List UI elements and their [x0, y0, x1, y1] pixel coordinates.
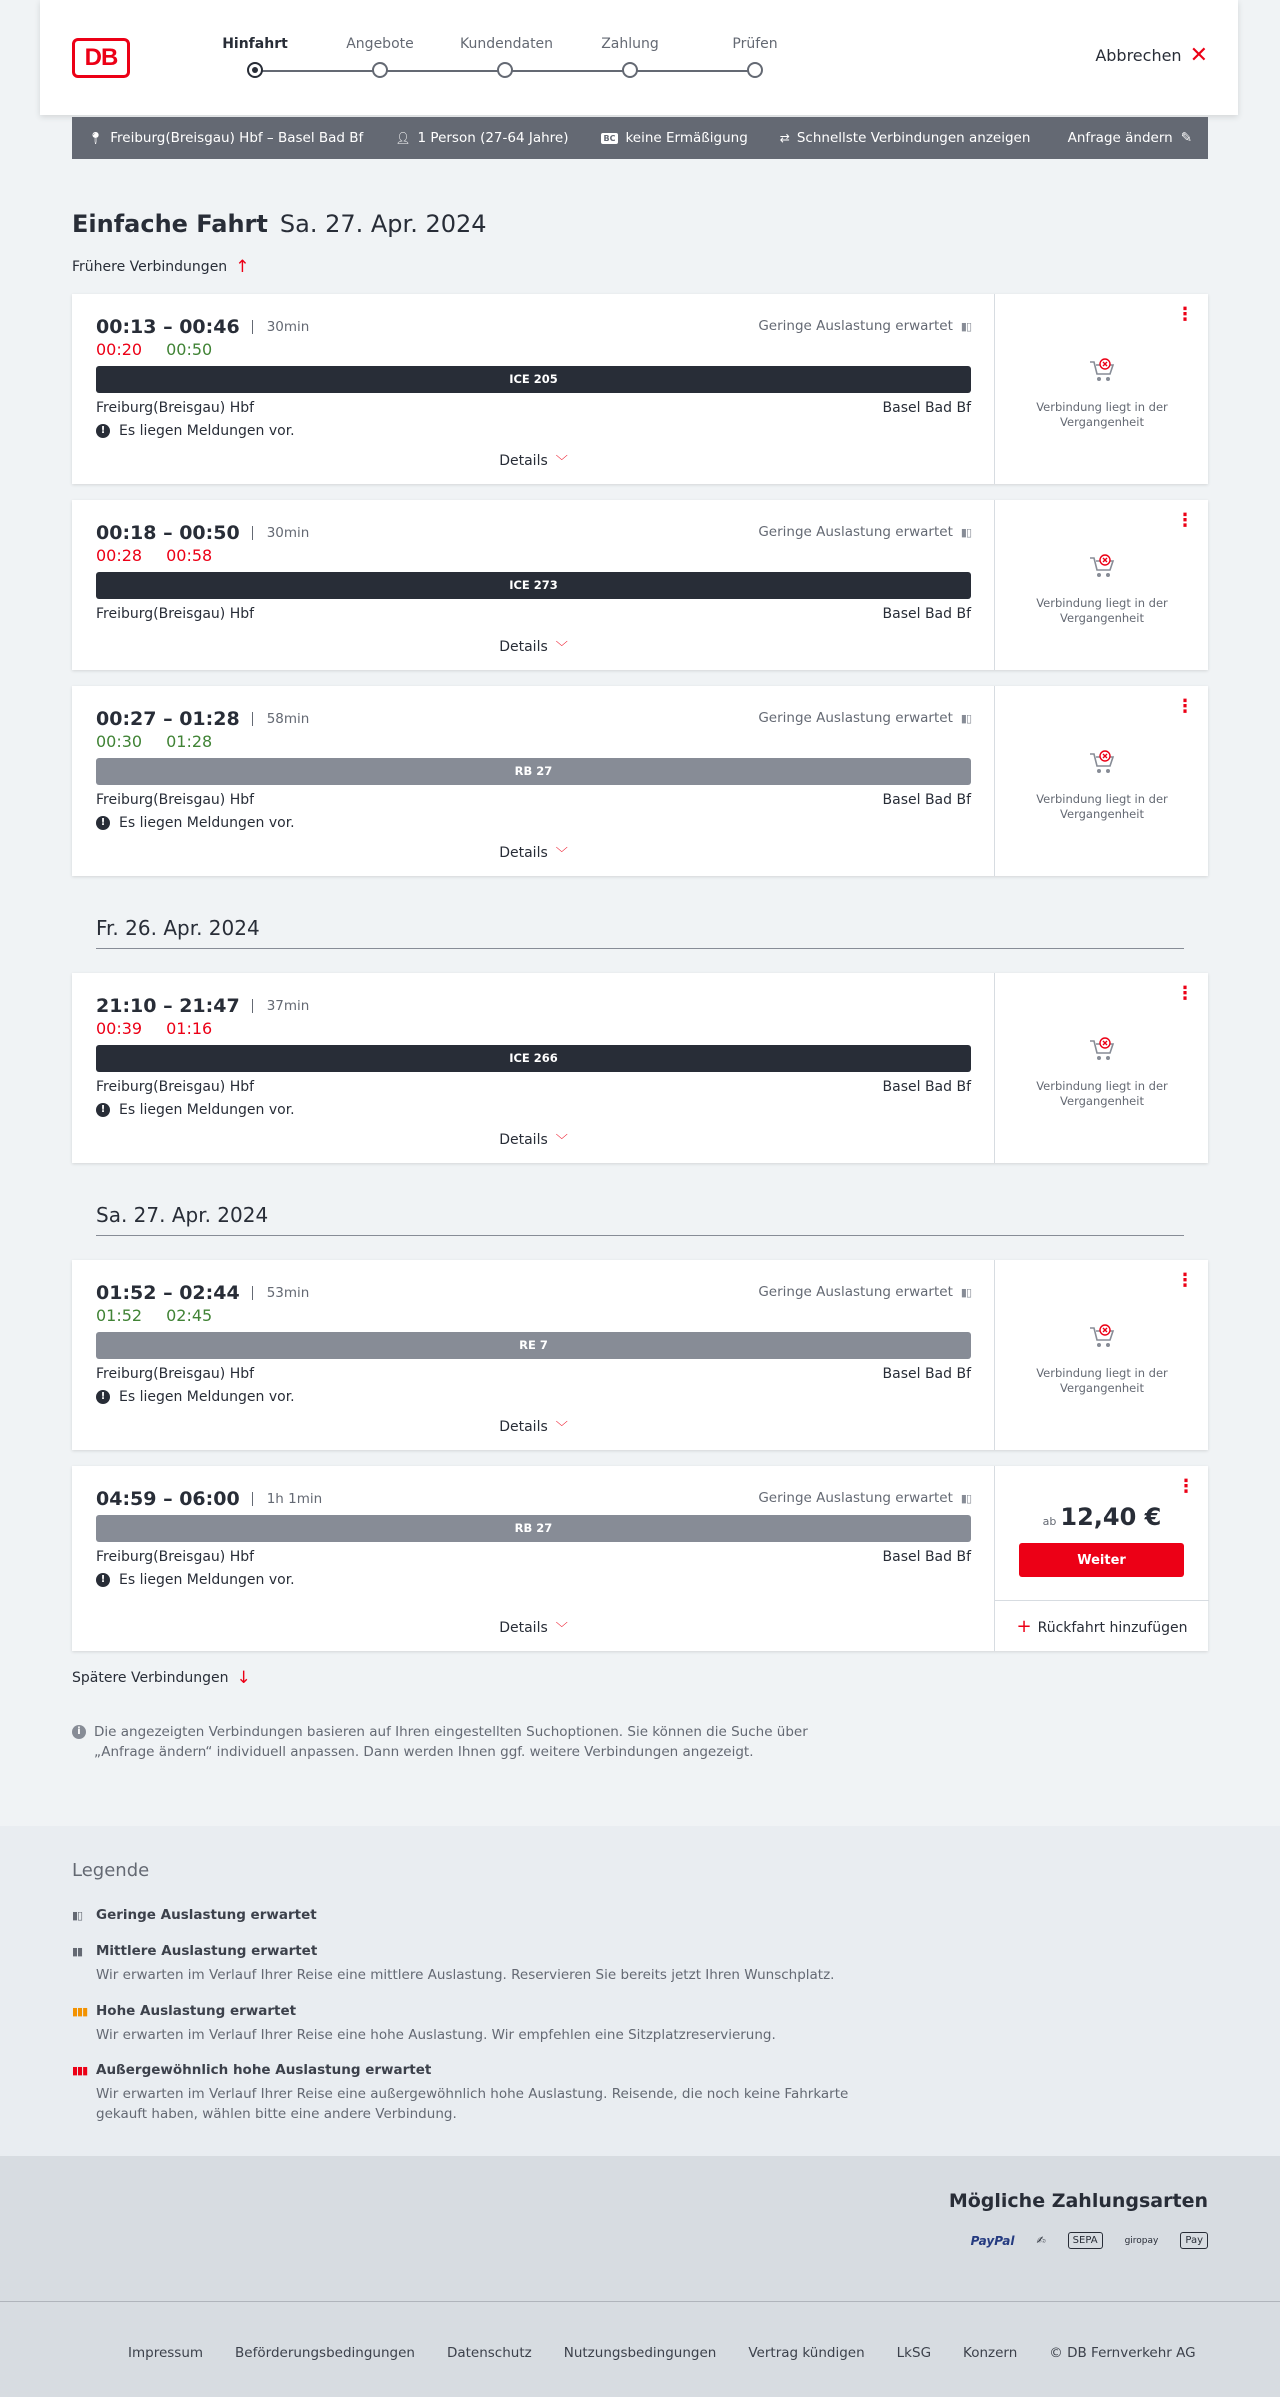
- chevron-down-icon: ﹀: [555, 640, 568, 654]
- change-request-button[interactable]: [1068, 130, 1192, 146]
- pencil-icon: ✎: [1180, 130, 1192, 146]
- exclamation-icon: !: [96, 816, 110, 830]
- footer-link-nutzungsbedingungen[interactable]: Nutzungsbedingungen: [563, 2345, 717, 2361]
- details-toggle[interactable]: [96, 638, 971, 655]
- bahncard-icon: BC: [601, 133, 619, 144]
- swap-arrows-icon: ⇄: [779, 131, 790, 145]
- footer-link-datenschutz[interactable]: Datenschutz: [446, 2345, 532, 2361]
- connection-card[interactable]: [72, 686, 1208, 876]
- more-options-icon[interactable]: ⋮: [1176, 696, 1194, 717]
- details-label: Details: [499, 1419, 548, 1435]
- route-text: Freiburg(Breisgau) Hbf – Basel Bad Bf: [110, 130, 364, 146]
- load-text: Geringe Auslastung erwartet: [758, 524, 953, 540]
- discount-text: keine Ermäßigung: [625, 130, 748, 146]
- payment-icons: [971, 2232, 1208, 2249]
- step-label: Prüfen: [732, 36, 778, 52]
- legend-item-very-high: [72, 2062, 872, 2124]
- footer-links: [128, 2345, 1196, 2361]
- change-request-label: Anfrage ändern: [1067, 130, 1173, 146]
- page-title: [72, 210, 487, 238]
- details-toggle[interactable]: [96, 1418, 971, 1435]
- arrival-station: Basel Bad Bf: [882, 1366, 971, 1382]
- departure-station: Freiburg(Breisgau) Hbf: [96, 400, 255, 416]
- chevron-down-icon: ﹀: [555, 1621, 568, 1635]
- earlier-connections-label: Frühere Verbindungen: [72, 259, 228, 275]
- info-notice: [72, 1722, 832, 1762]
- giropay-icon: giropay: [1124, 2235, 1159, 2246]
- connection-info: [96, 1260, 971, 1450]
- price: [995, 1503, 1209, 1531]
- trip-type-title: Einfache Fahrt: [72, 210, 268, 238]
- booking-stepper: [210, 34, 800, 84]
- scheduled-times: 21:10 – 21:47: [96, 995, 240, 1017]
- details-toggle[interactable]: [96, 1131, 971, 1148]
- past-connection-notice: [995, 1037, 1209, 1109]
- connection-times: [96, 522, 309, 544]
- connection-info: [96, 973, 971, 1163]
- footer: [0, 2301, 1280, 2397]
- arrow-down-icon: ↓: [236, 1668, 251, 1688]
- messages-text: Es liegen Meldungen vor.: [119, 1102, 295, 1118]
- train-bar: RB 27: [96, 1515, 971, 1542]
- details-toggle[interactable]: [96, 452, 971, 469]
- past-text-2: Vergangenheit: [1060, 611, 1144, 625]
- past-connection-notice: [995, 358, 1209, 430]
- cart-disabled-icon: [1088, 750, 1116, 776]
- price-amount: 12,40 €: [1060, 1503, 1162, 1531]
- messages-notice: [96, 1102, 295, 1118]
- load-text: Geringe Auslastung erwartet: [758, 1284, 953, 1300]
- step-angebote: [335, 34, 425, 54]
- arrival-station: Basel Bad Bf: [882, 792, 971, 808]
- load-medium-icon: ▮▮: [72, 1944, 83, 1958]
- chevron-down-icon: ﹀: [555, 454, 568, 468]
- price-prefix: ab: [1042, 1515, 1057, 1528]
- past-text-2: Vergangenheit: [1060, 415, 1144, 429]
- train-bar: RE 7: [96, 1332, 971, 1359]
- day-separator: Fr. 26. Apr. 2024: [96, 916, 1184, 949]
- connection-card[interactable]: [72, 1260, 1208, 1450]
- load-high-icon: ▮▮▮: [72, 2004, 88, 2018]
- arrow-up-icon: ↑: [235, 257, 250, 277]
- departure-station: Freiburg(Breisgau) Hbf: [96, 1079, 255, 1095]
- db-logo[interactable]: DB: [72, 38, 130, 78]
- duration: 37min: [252, 999, 310, 1013]
- legend-item-title: Außergewöhnlich hohe Auslastung erwartet: [96, 2062, 432, 2078]
- legend-item-desc: Wir erwarten im Verlauf Ihrer Reise eine mittlere Auslastung. Reservieren Sie bereits jetzt Ihren Wunschplatz.: [96, 1967, 835, 1983]
- load-low-icon: ▮▯: [72, 1908, 83, 1922]
- realtime-times: [96, 1306, 212, 1325]
- load-low-icon: ▮▯: [960, 711, 971, 725]
- legend-item-title: Mittlere Auslastung erwartet: [96, 1943, 318, 1959]
- legend-item-desc: Wir erwarten im Verlauf Ihrer Reise eine hohe Auslastung. Wir empfehlen eine Sitzplatzreservierung.: [96, 2027, 776, 2043]
- more-options-icon[interactable]: ⋮: [1176, 983, 1194, 1004]
- duration: 53min: [252, 1286, 310, 1300]
- details-toggle[interactable]: [96, 1619, 971, 1636]
- header: [40, 0, 1238, 115]
- connection-times: [96, 1488, 322, 1510]
- past-text-1: Verbindung liegt in der: [1036, 792, 1168, 806]
- step-dot: [622, 62, 638, 78]
- load-indicator: [758, 710, 971, 726]
- past-text-1: Verbindung liegt in der: [1036, 1079, 1168, 1093]
- exclamation-icon: !: [96, 424, 110, 438]
- later-connections-label: Spätere Verbindungen: [72, 1670, 229, 1686]
- train-bar: ICE 273: [96, 572, 971, 599]
- offer-panel: [994, 1466, 1208, 1651]
- departure-station: Freiburg(Breisgau) Hbf: [96, 792, 255, 808]
- realtime-departure: 00:39: [96, 1019, 143, 1038]
- past-text-2: Vergangenheit: [1060, 1381, 1144, 1395]
- load-low-icon: ▮▯: [960, 1285, 971, 1299]
- location-pin-icon: 📍︎: [88, 131, 104, 145]
- footer-link-vertrag-kuendigen[interactable]: Vertrag kündigen: [748, 2345, 865, 2361]
- messages-text: Es liegen Meldungen vor.: [119, 815, 295, 831]
- messages-notice: [96, 1389, 295, 1405]
- step-label: Kundendaten: [460, 36, 554, 52]
- train-bar: RB 27: [96, 758, 971, 785]
- departure-station: Freiburg(Breisgau) Hbf: [96, 1549, 255, 1565]
- scheduled-times: 00:27 – 01:28: [96, 708, 240, 730]
- more-options-icon[interactable]: ⋮: [1176, 1270, 1194, 1291]
- stations: [96, 1366, 971, 1382]
- load-text: Geringe Auslastung erwartet: [758, 710, 953, 726]
- offer-panel: [994, 294, 1208, 484]
- persons-text: 1 Person (27-64 Jahre): [417, 130, 569, 146]
- offer-panel: [994, 686, 1208, 876]
- paypal-icon: PayPal: [970, 2233, 1015, 2248]
- stations: [96, 792, 971, 808]
- add-return-label: Rückfahrt hinzufügen: [1037, 1620, 1188, 1636]
- trip-date: Sa. 27. Apr. 2024: [279, 210, 487, 238]
- more-options-icon[interactable]: ⋮: [1176, 510, 1194, 531]
- add-return-trip-button[interactable]: [995, 1616, 1209, 1637]
- realtime-times: [96, 732, 212, 751]
- past-connection-notice: [995, 554, 1209, 626]
- day-separator: Sa. 27. Apr. 2024: [96, 1203, 1184, 1236]
- connection-times: [96, 1282, 309, 1304]
- discount-summary: [601, 130, 748, 146]
- connection-times: [96, 316, 309, 338]
- step-zahlung: [585, 34, 675, 54]
- messages-notice: [96, 815, 295, 831]
- departure-station: Freiburg(Breisgau) Hbf: [96, 1366, 255, 1382]
- messages-text: Es liegen Meldungen vor.: [119, 1572, 295, 1588]
- realtime-times: [96, 546, 212, 565]
- train-bar: ICE 205: [96, 366, 971, 393]
- past-text-2: Vergangenheit: [1060, 1094, 1144, 1108]
- load-indicator: [758, 1490, 971, 1506]
- chevron-down-icon: ﹀: [555, 1420, 568, 1434]
- arrival-station: Basel Bad Bf: [882, 400, 971, 416]
- step-hinfahrt: [210, 34, 300, 54]
- connection-info: [96, 294, 971, 484]
- cart-disabled-icon: [1088, 1037, 1116, 1063]
- later-connections-link[interactable]: [72, 1668, 251, 1688]
- load-low-icon: ▮▯: [960, 1491, 971, 1505]
- past-text-2: Vergangenheit: [1060, 807, 1144, 821]
- duration: 58min: [252, 712, 310, 726]
- past-text-1: Verbindung liegt in der: [1036, 1366, 1168, 1380]
- scheduled-times: 00:13 – 00:46: [96, 316, 240, 338]
- connection-card[interactable]: [72, 294, 1208, 484]
- info-icon: i: [72, 1725, 86, 1739]
- footer-link-impressum[interactable]: Impressum: [128, 2345, 204, 2361]
- realtime-times: [96, 1019, 212, 1038]
- departure-station: Freiburg(Breisgau) Hbf: [96, 606, 255, 622]
- train-bar: ICE 266: [96, 1045, 971, 1072]
- messages-notice: [96, 1572, 295, 1588]
- duration: 30min: [252, 320, 310, 334]
- realtime-departure: 01:52: [96, 1306, 143, 1325]
- footer-copyright: © DB Fernverkehr AG: [1049, 2345, 1196, 2361]
- realtime-departure: 00:20: [96, 340, 143, 359]
- realtime-arrival: 00:50: [166, 340, 213, 359]
- load-low-icon: ▮▯: [960, 525, 971, 539]
- step-pruefen: [710, 34, 800, 54]
- load-text: Geringe Auslastung erwartet: [758, 1490, 953, 1506]
- details-label: Details: [499, 639, 548, 655]
- exclamation-icon: !: [96, 1573, 110, 1587]
- more-options-icon[interactable]: ⋮: [1176, 304, 1194, 325]
- person-icon: 👤︎: [395, 131, 411, 145]
- fastest-text: Schnellste Verbindungen anzeigen: [796, 130, 1031, 146]
- connection-info: [96, 500, 971, 670]
- footer-link-lksg[interactable]: LkSG: [896, 2345, 932, 2361]
- scheduled-times: 04:59 – 06:00: [96, 1488, 240, 1510]
- step-dot: [497, 62, 513, 78]
- offer-panel: [994, 1260, 1208, 1450]
- past-text-1: Verbindung liegt in der: [1036, 400, 1168, 414]
- step-dot: [747, 62, 763, 78]
- legend-item-title: Hohe Auslastung erwartet: [96, 2003, 297, 2019]
- scheduled-times: 01:52 – 02:44: [96, 1282, 240, 1304]
- legend-title: Legende: [72, 1860, 150, 1881]
- load-indicator: [758, 1284, 971, 1300]
- exclamation-icon: !: [96, 1390, 110, 1404]
- load-low-icon: ▮▯: [960, 319, 971, 333]
- cart-disabled-icon: [1088, 554, 1116, 580]
- past-connection-notice: [995, 1324, 1209, 1396]
- duration: 1h 1min: [252, 1492, 322, 1506]
- connection-card[interactable]: [72, 1466, 1208, 1651]
- exclamation-icon: !: [96, 1103, 110, 1117]
- details-toggle[interactable]: [96, 844, 971, 861]
- connection-info: [96, 1466, 971, 1651]
- fastest-summary: [780, 130, 1031, 146]
- realtime-times: [96, 340, 212, 359]
- more-options-icon[interactable]: ⋮: [1177, 1476, 1195, 1497]
- messages-notice: [96, 423, 295, 439]
- load-indicator: [758, 318, 971, 334]
- cancel-label: Abbrechen: [1095, 46, 1182, 65]
- route-summary: [88, 130, 363, 146]
- arrival-station: Basel Bad Bf: [882, 1549, 971, 1565]
- apple-pay-icon: Pay: [1180, 2232, 1208, 2249]
- legend-item-medium: [72, 1943, 872, 1985]
- arrival-station: Basel Bad Bf: [882, 1079, 971, 1095]
- arrival-station: Basel Bad Bf: [882, 606, 971, 622]
- price-area: [995, 1466, 1209, 1601]
- offer-panel: [994, 973, 1208, 1163]
- messages-text: Es liegen Meldungen vor.: [119, 1389, 295, 1405]
- legend-item-low: [72, 1907, 872, 1923]
- footer-link-befoerderungsbedingungen[interactable]: Beförderungsbedingungen: [235, 2345, 415, 2361]
- load-text: Geringe Auslastung erwartet: [758, 318, 953, 334]
- stations: [96, 400, 971, 416]
- payment-methods-section: [0, 2156, 1280, 2301]
- legend-section: [0, 1826, 1280, 2156]
- search-summary-bar: [72, 117, 1208, 159]
- realtime-arrival: 00:58: [166, 546, 213, 565]
- details-label: Details: [499, 1132, 548, 1148]
- details-label: Details: [499, 453, 548, 469]
- info-text: Die angezeigten Verbindungen basieren auf Ihren eingestellten Suchoptionen. Sie können die Suche über „Anfrage ändern“ individuell anpassen. Dann werden Ihnen ggf. weitere Verbindungen angezeigt.: [94, 1724, 808, 1760]
- realtime-departure: 00:30: [96, 732, 143, 751]
- earlier-connections-link[interactable]: [72, 257, 249, 277]
- connection-card[interactable]: [72, 500, 1208, 670]
- step-dot: [247, 62, 263, 78]
- chevron-down-icon: ﹀: [555, 1133, 568, 1147]
- offer-panel: [994, 500, 1208, 670]
- credit-card-icon: ✍︎: [1036, 2234, 1046, 2247]
- connection-card[interactable]: [72, 973, 1208, 1163]
- legend-item-high: [72, 2003, 872, 2045]
- step-kundendaten: [460, 34, 554, 54]
- past-text-1: Verbindung liegt in der: [1036, 596, 1168, 610]
- cart-disabled-icon: [1088, 1324, 1116, 1350]
- past-connection-notice: [995, 750, 1209, 822]
- step-label: Angebote: [346, 36, 414, 52]
- close-icon: ✕: [1189, 42, 1208, 68]
- payment-title: Mögliche Zahlungsarten: [948, 2190, 1208, 2212]
- plus-icon: +: [1016, 1616, 1032, 1637]
- scheduled-times: 00:18 – 00:50: [96, 522, 240, 544]
- messages-text: Es liegen Meldungen vor.: [119, 423, 295, 439]
- cancel-button[interactable]: [1095, 42, 1208, 68]
- connection-times: [96, 708, 309, 730]
- step-dot: [372, 62, 388, 78]
- chevron-down-icon: ﹀: [555, 846, 568, 860]
- duration: 30min: [252, 526, 310, 540]
- step-label: Zahlung: [601, 36, 659, 52]
- details-label: Details: [499, 1620, 548, 1636]
- realtime-arrival: 01:28: [166, 732, 213, 751]
- legend-item-title: Geringe Auslastung erwartet: [96, 1907, 317, 1923]
- load-indicator: [758, 524, 971, 540]
- stations: [96, 1549, 971, 1565]
- cart-disabled-icon: [1088, 358, 1116, 384]
- stations: [96, 606, 971, 622]
- continue-button[interactable]: Weiter: [1019, 1543, 1184, 1577]
- realtime-departure: 00:28: [96, 546, 143, 565]
- realtime-arrival: 01:16: [166, 1019, 213, 1038]
- realtime-arrival: 02:45: [166, 1306, 213, 1325]
- step-label: Hinfahrt: [222, 36, 288, 52]
- legend-item-desc: Wir erwarten im Verlauf Ihrer Reise eine außergewöhnlich hohe Auslastung. Reisende, die noch keine Fahrkarte gekauft haben, wählen bitte eine andere Verbindung.: [96, 2086, 849, 2122]
- sepa-icon: SEPA: [1068, 2232, 1103, 2249]
- footer-link-konzern[interactable]: Konzern: [963, 2345, 1018, 2361]
- persons-summary: [395, 130, 568, 146]
- load-very-high-icon: ▮▮▮: [72, 2063, 88, 2077]
- connection-times: [96, 995, 309, 1017]
- details-label: Details: [499, 845, 548, 861]
- stations: [96, 1079, 971, 1095]
- connection-info: [96, 686, 971, 876]
